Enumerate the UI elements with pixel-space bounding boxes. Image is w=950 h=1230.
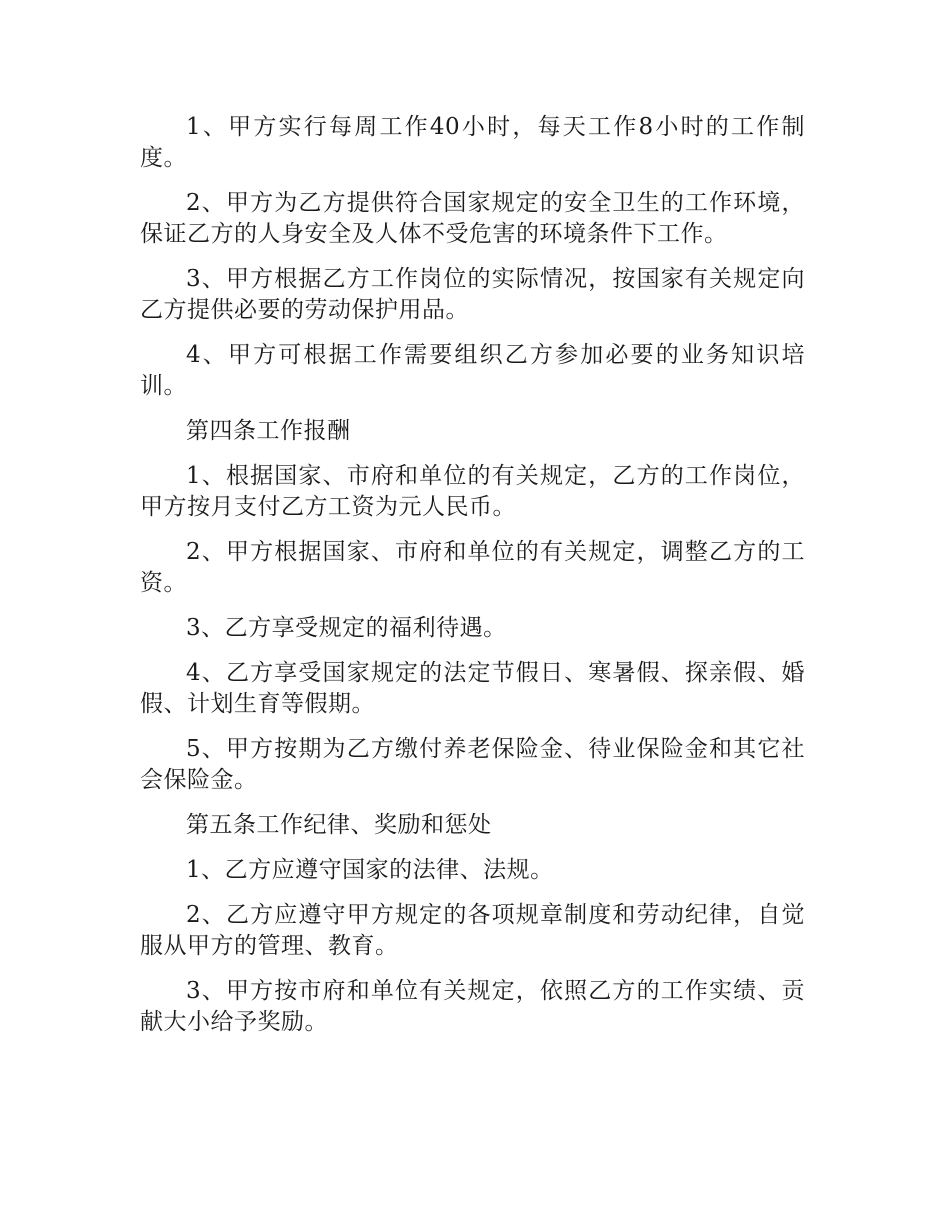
paragraph-protective-equipment: 3、甲方根据乙方工作岗位的实际情况，按国家有关规定向乙方提供必要的劳动保护用品。	[140, 266, 805, 323]
section-heading-article-4: 第四条工作报酬	[186, 418, 351, 444]
paragraph-obey-rules: 2、乙方应遵守甲方规定的各项规章制度和劳动纪律，自觉服从甲方的管理、教育。	[140, 902, 805, 959]
paragraph-work-environment: 2、甲方为乙方提供符合国家规定的安全卫生的工作环境，保证乙方的人身安全及人体不受危害的环境条件下工作。	[140, 190, 805, 247]
section-heading-article-5: 第五条工作纪律、奖励和惩处	[186, 812, 492, 838]
paragraph-obey-laws: 1、乙方应遵守国家的法律、法规。	[186, 857, 554, 883]
paragraph-monthly-wage: 1、根据国家、市府和单位的有关规定，乙方的工作岗位，甲方按月支付乙方工资为元人民币。	[140, 463, 805, 520]
paragraph-insurance: 5、甲方按期为乙方缴付养老保险金、待业保险金和其它社会保险金。	[140, 736, 805, 793]
paragraph-rewards: 3、甲方按市府和单位有关规定，依照乙方的工作实绩、贡献大小给予奖励。	[140, 978, 805, 1035]
document-body	[140, 112, 805, 1052]
paragraph-wage-adjustment: 2、甲方根据国家、市府和单位的有关规定，调整乙方的工资。	[140, 539, 805, 596]
paragraph-welfare: 3、乙方享受规定的福利待遇。	[186, 615, 507, 641]
paragraph-work-hours: 1、甲方实行每周工作40小时，每天工作8小时的工作制度。	[140, 114, 805, 171]
paragraph-training: 4、甲方可根据工作需要组织乙方参加必要的业务知识培训。	[140, 342, 805, 399]
paragraph-holidays: 4、乙方享受国家规定的法定节假日、寒暑假、探亲假、婚假、计划生育等假期。	[140, 660, 805, 717]
